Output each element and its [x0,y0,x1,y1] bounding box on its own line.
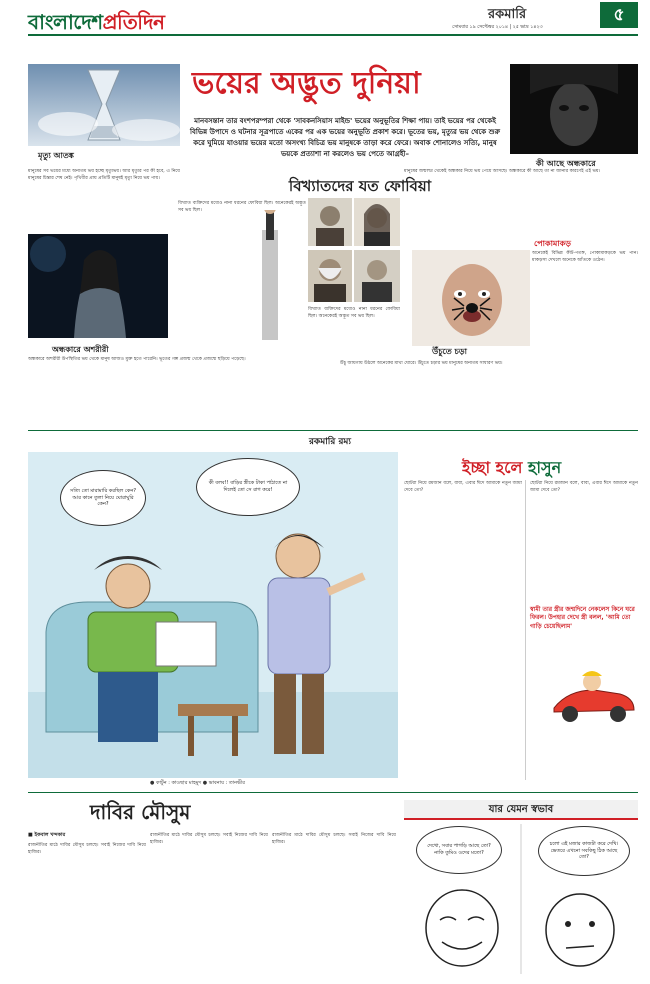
car-driver-image [548,668,638,726]
portraits-caption-text: বিখ্যাত ব্যক্তিদের মধ্যেও নানা ধরনের ফোবিয়া ছিল। অনেকেরই অদ্ভুত সব ভয় ছিল। [308,307,400,320]
nature-bubble-right [538,826,630,876]
season-article-col2 [150,832,268,972]
portrait-man-3 [354,250,400,302]
laugh-heading-b: হাসুন [522,458,562,477]
logo-text-b: প্রতিদিন [102,10,165,34]
caption-ghost: অন্ধকারে অশরীরী [52,345,109,354]
portrait-woman [354,198,400,246]
section-divider [28,430,638,431]
laugh-heading-a: ইচ্ছা হলে [462,458,523,477]
portrait-man-2 [308,250,352,302]
phobias-article-text: বিখ্যাত ব্যক্তিদের মধ্যেও নানা ধরনের ফোবিয়া ছিল। অনেকেরই অদ্ভুত সব ভয় ছিল। [178,201,306,214]
jokes-column-1-text: ছোটরা নিয়ে রমজান বলে, বাবা, এবার ঈদে আমাকে নতুন জামা দেবে তো? [404,481,522,494]
spider-face-image [412,250,530,346]
ghost-image [28,234,168,338]
businessman-ladder-image [238,210,302,340]
caption-spider: পোকামাকড় [534,239,571,248]
masthead [0,0,650,40]
dark-article [404,168,638,232]
nature-bubble-left-text: দেখো, সবার পাগড়ি আছে তো? নাকি তুমিও ওদের মতো? [427,843,491,856]
dark-face-image [510,64,638,154]
cartoon-credit: ● কার্টুন : কাওছার মাহমুদ ● ভাবনায় : তানভীর [150,780,246,786]
speech-bubble-left-text: সত্যি তো মারামারি করছিল কেন? আর কানে তুলা নিয়ে ঘোরাঘুরি কেন? [70,487,136,508]
portraits-caption [308,306,400,342]
season-heading: দাবির মৌসুম [90,800,191,824]
logo-text-a: বাংলাদেশ [28,10,103,34]
season-article-col3-text: রাজনীতির মাঠে দাবির মৌসুম চলছে। সবাই নিজের দাবি নিয়ে হাজির। [272,833,396,846]
rokomari-heading: রকমারি রম্য [308,437,352,447]
page-number: ৫ [600,2,638,28]
jokes-column-1 [404,480,526,780]
nature-heading-box [404,800,638,820]
hourglass-image [28,64,180,146]
hero-title: ভয়ের অদ্ভুত দুনিয়া [192,66,421,101]
bottom-divider [28,792,638,793]
laugh-heading [462,456,561,479]
nature-bubble-left [416,826,502,874]
nature-heading: যার যেমন স্বভাব [488,804,554,815]
joke-box [530,606,638,662]
section-name: রকমারি [488,7,527,22]
heights-image [178,338,338,358]
heights-article [340,360,532,424]
season-byline: ■ ইকবাল খন্দকার [28,832,66,838]
speech-bubble-right [196,458,300,516]
season-article-col1 [28,842,146,972]
caption-heights: উঁচুতে চড়া [432,347,467,356]
hero-deck: মানবসন্তান তার বংশপরম্পরা থেকে 'সাবকনসিয়াস মাইন্ড' ভয়ের অনুভূতির শিক্ষা পায়। তাই ভয়ের পর থেকেই বিভিন্ন উপাদে ও ঘটনার সূত্রপাতে একের পর এক ভয়ের অনুভূতি প্রকাশ করে। ভূতের ভয়, মৃত্যুর ভয় থেকে শুরু করে ঘুমিয়ে যাওয়ার ভয়ের মতো অসংখ্য বিচিত্র ভয় মানুষকে তাড়া করে ফেরে। অবাক শোনালেও সত্যি, মানুষ ভয়কে প্রত্যাশা না করলেও ভয় পেতে আগ্রহী– [190,117,500,158]
dark-article-text: মানুষের জন্মলগ্ন থেকেই অন্ধকার নিয়ে ভয় পেয়ে আসছে। অন্ধকারে কী আছে তা না জানার কারণেই এই ভয়। [404,169,601,174]
season-article-col3 [272,832,396,972]
spider-article [532,250,638,410]
phobias-heading: বিখ্যাতদের যত ফোবিয়া [288,177,432,195]
caption-death: মৃত্যু আতঙ্ক [38,151,74,160]
joke-box-text: স্বামী তার স্ত্রীর জন্মদিনে নেকলেস কিনে ঘরে ফিরল। উপহার দেখে স্ত্রী বলল, 'আমি তো গাড়ি চেয়েছিলাম' [530,606,635,630]
speech-bubble-left [60,470,146,526]
masthead-rule [28,34,638,36]
jokes-column-2 [530,480,638,600]
death-article [28,168,180,228]
newspaper-logo[interactable] [28,8,164,37]
speech-bubble-right-text: কী বলব!! বাড়ির স্ত্রীকে টাকা পাঠাতে না দিলেই তো সে রাগ করে! [208,480,288,493]
dateline: সোমবার ১৯ সেপ্টেম্বর ২০১৪ | ২৫ ভাদ্র ১৪২৩ [452,25,543,30]
ghost-article [28,356,334,424]
season-article-col1-text: রাজনীতির মাঠে দাবির মৌসুম চলছে। সবাই নিজের দাবি নিয়ে হাজির। [28,843,146,856]
death-article-text: মানুষের সব ভয়ের মধ্যে অন্যতম ভয় হচ্ছে মৃত্যুভয়। আর মৃত্যুর পর কী হবে, এ নিয়ে মানুষের চিন্তার শেষ নেই। পৃথিবীর প্রায় প্রতিটি মানুষই মৃত্যু নিয়ে ভয় পায়। [28,169,180,182]
nature-bubble-right-text: চলো এই মজার কাজটা করে দেখি। ভেতরে এখনো সবকিছু ঠিক আছে তো? [549,840,619,861]
ghost-article-text: অন্ধকারে অশরীরী উপস্থিতির ভয় থেকে মানুষ আজও মুক্ত হতে পারেনি। ভূতের গল্প প্রজন্ম থেকে প্রজন্মে ছড়িয়ে পড়েছে। [28,357,246,362]
portrait-man-1 [308,198,352,246]
caption-dark: কী আছে অন্ধকারে [536,159,596,168]
heights-article-text: উঁচু জায়গায় উঠলে অনেকের মাথা ঘোরে। উঁচুতে চড়ার ভয় মানুষের অন্যতম সাধারণ ভয়। [340,361,503,366]
spider-article-text: অনেকেই বিভিন্ন কীট-পতঙ্গ, পোকামাকড়কে ভয় পান। মাকড়সা দেখলে অনেকে আঁতকে ওঠেন। [532,251,638,264]
season-article-col2-text: রাজনীতির মাঠে দাবির মৌসুম চলছে। সবাই নিজের দাবি নিয়ে হাজির। [150,833,268,846]
jokes-column-2-text: ছোটরা নিয়ে রমজান বলে, বাবা, এবার ঈদে আমাকে নতুন জামা দেবে তো? [530,481,638,494]
